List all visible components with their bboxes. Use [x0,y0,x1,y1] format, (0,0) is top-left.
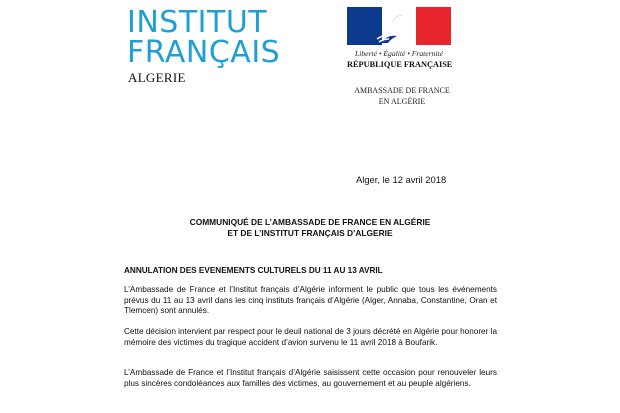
embassy-line-2: EN ALGÉRIE [378,97,426,106]
communique-title [120,217,500,239]
embassy-line-1: AMBASSADE DE FRANCE [354,86,450,95]
document-date: Alger, le 12 avril 2018 [356,174,447,185]
embassy-name [340,85,464,107]
logo-line-francais: FRANÇAIS [127,35,281,70]
title-line-1: COMMUNIQUÉ DE L’AMBASSADE DE FRANCE EN ALGÉRIE [189,217,431,227]
paragraph-3: L’Ambassade de France et l’Institut français d’Algérie saisissent cette occasion pour renouveler leurs plus sincères condoléances aux familles des victimes, au gouvernement et au peuple algériens. [124,368,497,388]
section-heading: ANNULATION DES EVENEMENTS CULTURELS DU 11 AU 13 AVRIL [124,266,383,275]
marianne-profile-icon [369,9,415,43]
republic-name: RÉPUBLIQUE FRANÇAISE [347,60,453,69]
republique-francaise-logo [347,7,451,73]
paragraph-1: L’Ambassade de France et l’Institut français d’Algérie informent le public que tous les événements prévus du 11 au 13 avril dans les cinq instituts français d’Algérie (Alger, Annaba, Constantine, Oran et Tlemcen) sont annulés. [124,285,497,316]
logo-line-institut: INSTITUT [127,5,268,40]
logo-country: ALGERIE [128,70,186,85]
republic-motto: Liberté • Égalité • Fraternité [355,49,443,58]
title-line-2: ET DE L’INSTITUT FRANÇAIS D’ALGERIE [227,228,393,238]
institut-francais-logo [127,5,281,70]
paragraph-2: Cette décision intervient par respect pour le deuil national de 3 jours décrété en Algérie pour honorer la mémoire des victimes du tragique accident d’avion survenu le 11 avril 2018 à Boufarik. [124,327,497,347]
